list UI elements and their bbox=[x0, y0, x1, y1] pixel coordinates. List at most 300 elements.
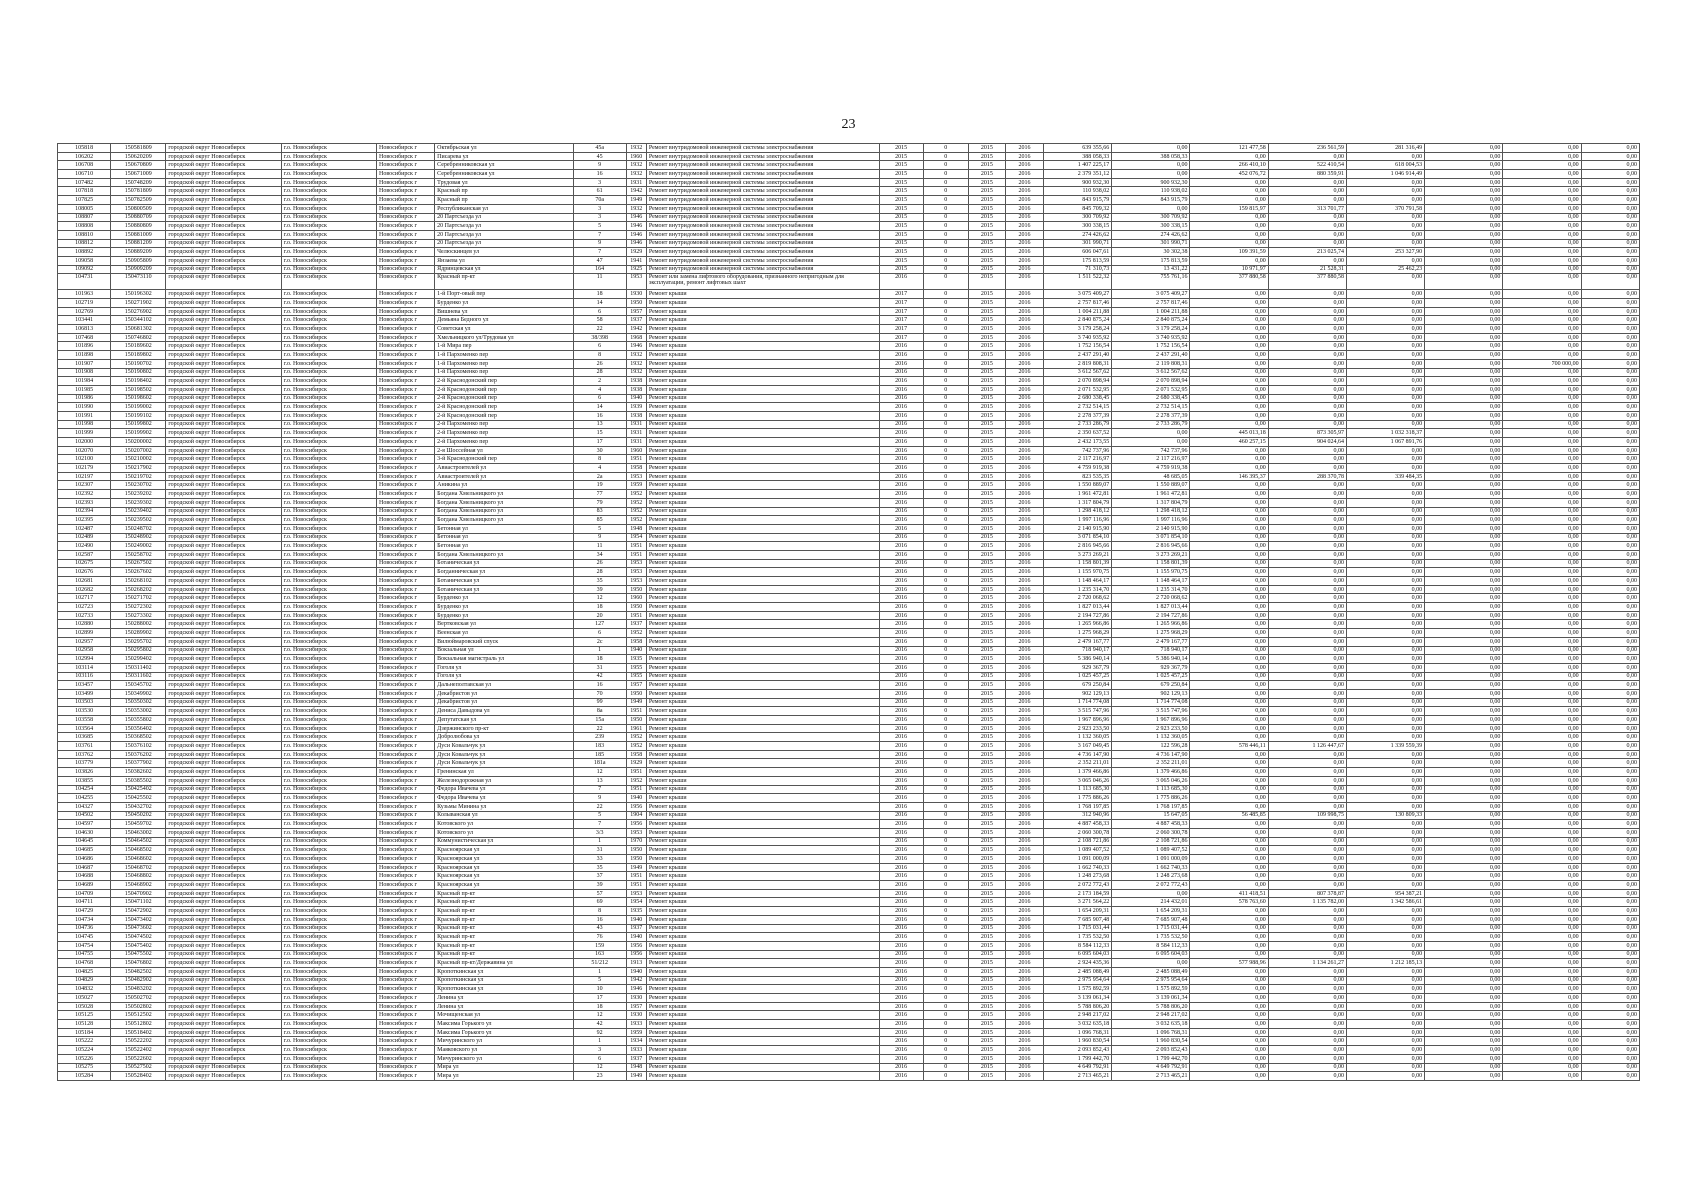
table-cell-work: Ремонт крыши bbox=[646, 420, 879, 429]
table-cell-deadline: 2016 bbox=[879, 985, 923, 994]
table-cell-year_built: 1932 bbox=[626, 359, 646, 368]
table-cell-c5: 0,00 bbox=[1425, 568, 1503, 577]
table-cell-year_built: 1950 bbox=[626, 846, 646, 855]
table-cell-settlement: г.о. Новосибирск bbox=[281, 663, 376, 672]
table-cell-deadline: 2016 bbox=[879, 594, 923, 603]
table-row bbox=[58, 411, 1640, 420]
table-cell-year_built: 1955 bbox=[626, 663, 646, 672]
table-cell-year_built: 1940 bbox=[626, 646, 646, 655]
table-cell-end: 2016 bbox=[1005, 1037, 1043, 1046]
table-cell-work: Ремонт крыши bbox=[646, 794, 879, 803]
table-cell-deadline: 2016 bbox=[879, 881, 923, 890]
table-cell-year_built: 1946 bbox=[626, 222, 646, 231]
table-cell-code: 150272302 bbox=[111, 603, 166, 612]
table-cell-total: 4 887 458,33 bbox=[1044, 820, 1112, 829]
table-cell-code: 150502802 bbox=[111, 1002, 166, 1011]
table-row bbox=[58, 516, 1640, 525]
table-cell-c7: 0,00 bbox=[1581, 889, 1639, 898]
table-cell-c1: 2 923 233,50 bbox=[1112, 724, 1190, 733]
table-cell-end: 2016 bbox=[1005, 950, 1043, 959]
table-cell-total: 1 654 209,31 bbox=[1044, 907, 1112, 916]
table-cell-c2: 0,00 bbox=[1190, 611, 1268, 620]
table-cell-house: 5 bbox=[573, 524, 626, 533]
table-cell-locality: Новосибирск г bbox=[376, 1046, 434, 1055]
table-cell-code: 150249002 bbox=[111, 542, 166, 551]
table-cell-id: 104685 bbox=[58, 846, 111, 855]
table-cell-c6: 0,00 bbox=[1503, 629, 1581, 638]
table-cell-c4: 0,00 bbox=[1346, 568, 1424, 577]
table-cell-total: 900 932,30 bbox=[1044, 178, 1112, 187]
table-cell-municipality: городской округ Новосибирск bbox=[166, 524, 281, 533]
table-cell-house: 239 bbox=[573, 733, 626, 742]
table-cell-c3: 0,00 bbox=[1268, 655, 1346, 664]
table-cell-f1: 0 bbox=[923, 603, 968, 612]
table-cell-locality: Новосибирск г bbox=[376, 411, 434, 420]
table-cell-start: 2015 bbox=[968, 1072, 1005, 1081]
table-cell-end: 2016 bbox=[1005, 359, 1043, 368]
table-cell-c2: 0,00 bbox=[1190, 1011, 1268, 1020]
table-cell-year_built: 1957 bbox=[626, 681, 646, 690]
table-cell-street: Мира ул bbox=[435, 1063, 573, 1072]
table-cell-year_built: 1956 bbox=[626, 950, 646, 959]
table-cell-year_built: 1953 bbox=[626, 577, 646, 586]
table-cell-f1: 0 bbox=[923, 420, 968, 429]
table-cell-id: 107825 bbox=[58, 196, 111, 205]
table-cell-f1: 0 bbox=[923, 542, 968, 551]
table-cell-code: 150368502 bbox=[111, 733, 166, 742]
table-cell-c2: 0,00 bbox=[1190, 1072, 1268, 1081]
table-cell-year_built: 1930 bbox=[626, 290, 646, 299]
table-cell-locality: Новосибирск г bbox=[376, 1028, 434, 1037]
table-cell-c6: 0,00 bbox=[1503, 577, 1581, 586]
table-cell-c5: 0,00 bbox=[1425, 498, 1503, 507]
table-cell-deadline: 2016 bbox=[879, 959, 923, 968]
table-cell-c4: 0,00 bbox=[1346, 342, 1424, 351]
table-cell-id: 104755 bbox=[58, 950, 111, 959]
table-cell-municipality: городской округ Новосибирск bbox=[166, 924, 281, 933]
table-cell-municipality: городской округ Новосибирск bbox=[166, 811, 281, 820]
table-cell-end: 2016 bbox=[1005, 481, 1043, 490]
table-cell-work: Ремонт крыши bbox=[646, 455, 879, 464]
table-cell-locality: Новосибирск г bbox=[376, 256, 434, 265]
table-cell-c2: 0,00 bbox=[1190, 256, 1268, 265]
table-cell-c4: 0,00 bbox=[1346, 230, 1424, 239]
table-cell-total: 2 840 875,24 bbox=[1044, 316, 1112, 325]
table-cell-end: 2016 bbox=[1005, 455, 1043, 464]
table-cell-settlement: г.о. Новосибирск bbox=[281, 377, 376, 386]
table-cell-c6: 0,00 bbox=[1503, 924, 1581, 933]
table-cell-total: 4 759 919,38 bbox=[1044, 464, 1112, 473]
table-cell-c7: 0,00 bbox=[1581, 498, 1639, 507]
table-cell-f1: 0 bbox=[923, 299, 968, 308]
table-cell-house: 43 bbox=[573, 924, 626, 933]
table-cell-c3: 0,00 bbox=[1268, 1011, 1346, 1020]
table-cell-c7: 0,00 bbox=[1581, 403, 1639, 412]
table-cell-c1: 1 089 407,52 bbox=[1112, 846, 1190, 855]
table-cell-locality: Новосибирск г bbox=[376, 915, 434, 924]
table-cell-f1: 0 bbox=[923, 863, 968, 872]
table-cell-start: 2015 bbox=[968, 1028, 1005, 1037]
table-cell-c5: 0,00 bbox=[1425, 689, 1503, 698]
table-cell-c2: 0,00 bbox=[1190, 481, 1268, 490]
table-cell-c7: 0,00 bbox=[1581, 472, 1639, 481]
table-cell-c3: 0,00 bbox=[1268, 907, 1346, 916]
table-cell-c4: 0,00 bbox=[1346, 820, 1424, 829]
table-cell-c5: 0,00 bbox=[1425, 559, 1503, 568]
table-cell-start: 2015 bbox=[968, 950, 1005, 959]
table-cell-id: 103685 bbox=[58, 733, 111, 742]
table-cell-total: 1 317 804,79 bbox=[1044, 498, 1112, 507]
table-cell-c7: 0,00 bbox=[1581, 144, 1639, 153]
table-cell-c6: 0,00 bbox=[1503, 907, 1581, 916]
table-cell-c1: 742 737,96 bbox=[1112, 446, 1190, 455]
table-cell-c5: 0,00 bbox=[1425, 411, 1503, 420]
table-cell-c4: 0,00 bbox=[1346, 507, 1424, 516]
table-cell-id: 101908 bbox=[58, 368, 111, 377]
table-cell-c5: 0,00 bbox=[1425, 768, 1503, 777]
table-cell-settlement: г.о. Новосибирск bbox=[281, 985, 376, 994]
table-cell-c4: 0,00 bbox=[1346, 359, 1424, 368]
table-cell-municipality: городской округ Новосибирск bbox=[166, 377, 281, 386]
table-cell-settlement: г.о. Новосибирск bbox=[281, 785, 376, 794]
table-cell-deadline: 2016 bbox=[879, 385, 923, 394]
table-cell-year_built: 1950 bbox=[626, 585, 646, 594]
table-cell-c4: 25 462,23 bbox=[1346, 265, 1424, 274]
table-cell-c2: 0,00 bbox=[1190, 794, 1268, 803]
table-cell-end: 2016 bbox=[1005, 559, 1043, 568]
table-cell-work: Ремонт крыши bbox=[646, 550, 879, 559]
table-cell-c4: 0,00 bbox=[1346, 446, 1424, 455]
table-cell-c4: 0,00 bbox=[1346, 768, 1424, 777]
table-cell-street: Вокзальная магистраль ул bbox=[435, 655, 573, 664]
table-cell-work: Ремонт крыши bbox=[646, 828, 879, 837]
table-cell-locality: Новосибирск г bbox=[376, 620, 434, 629]
table-cell-c3: 880 359,91 bbox=[1268, 170, 1346, 179]
table-cell-id: 102880 bbox=[58, 620, 111, 629]
table-cell-code: 150385502 bbox=[111, 776, 166, 785]
table-cell-deadline: 2015 bbox=[879, 144, 923, 153]
table-cell-locality: Новосибирск г bbox=[376, 455, 434, 464]
table-cell-start: 2015 bbox=[968, 144, 1005, 153]
table-cell-c5: 0,00 bbox=[1425, 307, 1503, 316]
table-cell-code: 150190702 bbox=[111, 359, 166, 368]
table-cell-code: 150200002 bbox=[111, 438, 166, 447]
table-cell-f1: 0 bbox=[923, 950, 968, 959]
table-cell-code: 150355802 bbox=[111, 716, 166, 725]
table-cell-c2: 0,00 bbox=[1190, 490, 1268, 499]
table-cell-c2: 577 988,96 bbox=[1190, 959, 1268, 968]
table-cell-settlement: г.о. Новосибирск bbox=[281, 550, 376, 559]
table-cell-f1: 0 bbox=[923, 144, 968, 153]
table-cell-year_built: 1946 bbox=[626, 342, 646, 351]
table-cell-f1: 0 bbox=[923, 455, 968, 464]
table-cell-end: 2016 bbox=[1005, 1054, 1043, 1063]
table-cell-street: Красный пр-кт bbox=[435, 933, 573, 942]
table-cell-id: 104688 bbox=[58, 872, 111, 881]
table-cell-settlement: г.о. Новосибирск bbox=[281, 351, 376, 360]
table-cell-municipality: городской округ Новосибирск bbox=[166, 507, 281, 516]
table-cell-total: 1 248 273,68 bbox=[1044, 872, 1112, 881]
table-cell-street: Вертковская ул bbox=[435, 620, 573, 629]
table-cell-deadline: 2016 bbox=[879, 811, 923, 820]
table-cell-municipality: городской округ Новосибирск bbox=[166, 472, 281, 481]
table-cell-c5: 0,00 bbox=[1425, 994, 1503, 1003]
table-row bbox=[58, 629, 1640, 638]
table-cell-c1: 3 075 409,27 bbox=[1112, 290, 1190, 299]
table-cell-work: Ремонт крыши bbox=[646, 646, 879, 655]
table-cell-house: 38/398 bbox=[573, 333, 626, 342]
table-cell-year_built: 1931 bbox=[626, 178, 646, 187]
table-cell-settlement: г.о. Новосибирск bbox=[281, 170, 376, 179]
table-cell-municipality: городской округ Новосибирск bbox=[166, 152, 281, 161]
table-cell-c5: 0,00 bbox=[1425, 204, 1503, 213]
table-cell-c7: 0,00 bbox=[1581, 256, 1639, 265]
table-cell-start: 2015 bbox=[968, 213, 1005, 222]
table-cell-deadline: 2016 bbox=[879, 533, 923, 542]
table-cell-year_built: 1954 bbox=[626, 533, 646, 542]
table-cell-locality: Новосибирск г bbox=[376, 967, 434, 976]
table-cell-f1: 0 bbox=[923, 290, 968, 299]
table-row bbox=[58, 716, 1640, 725]
table-cell-end: 2016 bbox=[1005, 1046, 1043, 1055]
table-row bbox=[58, 785, 1640, 794]
table-row bbox=[58, 924, 1640, 933]
table-cell-c4: 0,00 bbox=[1346, 881, 1424, 890]
table-cell-c1: 3 179 258,24 bbox=[1112, 325, 1190, 334]
table-cell-work: Ремонт крыши bbox=[646, 524, 879, 533]
table-cell-c6: 0,00 bbox=[1503, 976, 1581, 985]
table-cell-deadline: 2016 bbox=[879, 785, 923, 794]
table-cell-c7: 0,00 bbox=[1581, 881, 1639, 890]
table-cell-end: 2016 bbox=[1005, 855, 1043, 864]
table-cell-total: 1 132 360,05 bbox=[1044, 733, 1112, 742]
table-cell-id: 105028 bbox=[58, 1002, 111, 1011]
table-cell-id: 107482 bbox=[58, 178, 111, 187]
table-row bbox=[58, 585, 1640, 594]
table-cell-c6: 0,00 bbox=[1503, 438, 1581, 447]
table-cell-c2: 0,00 bbox=[1190, 967, 1268, 976]
table-cell-work: Ремонт крыши bbox=[646, 820, 879, 829]
table-cell-locality: Новосибирск г bbox=[376, 178, 434, 187]
table-cell-locality: Новосибирск г bbox=[376, 325, 434, 334]
table-row bbox=[58, 881, 1640, 890]
table-cell-c3: 0,00 bbox=[1268, 394, 1346, 403]
table-cell-id: 103762 bbox=[58, 750, 111, 759]
table-cell-house: 10 bbox=[573, 985, 626, 994]
table-cell-c6: 0,00 bbox=[1503, 411, 1581, 420]
table-row bbox=[58, 524, 1640, 533]
table-cell-settlement: г.о. Новосибирск bbox=[281, 239, 376, 248]
table-cell-c7: 0,00 bbox=[1581, 1028, 1639, 1037]
table-row bbox=[58, 152, 1640, 161]
table-cell-f1: 0 bbox=[923, 490, 968, 499]
table-row bbox=[58, 507, 1640, 516]
table-row bbox=[58, 759, 1640, 768]
table-cell-c5: 0,00 bbox=[1425, 429, 1503, 438]
table-cell-house: 34 bbox=[573, 550, 626, 559]
table-cell-start: 2015 bbox=[968, 230, 1005, 239]
table-cell-municipality: городской округ Новосибирск bbox=[166, 290, 281, 299]
table-cell-start: 2015 bbox=[968, 881, 1005, 890]
table-cell-code: 150468702 bbox=[111, 863, 166, 872]
table-cell-start: 2015 bbox=[968, 204, 1005, 213]
table-cell-c2: 0,00 bbox=[1190, 152, 1268, 161]
table-cell-c7: 0,00 bbox=[1581, 855, 1639, 864]
table-cell-house: 28 bbox=[573, 568, 626, 577]
table-cell-c5: 0,00 bbox=[1425, 637, 1503, 646]
table-cell-street: Бурденко ул bbox=[435, 594, 573, 603]
table-cell-c7: 0,00 bbox=[1581, 933, 1639, 942]
table-cell-id: 104687 bbox=[58, 863, 111, 872]
table-cell-year_built: 1952 bbox=[626, 629, 646, 638]
table-cell-c6: 0,00 bbox=[1503, 941, 1581, 950]
table-cell-id: 105224 bbox=[58, 1046, 111, 1055]
table-cell-c4: 0,00 bbox=[1346, 385, 1424, 394]
table-cell-start: 2015 bbox=[968, 325, 1005, 334]
table-cell-c1: 679 250,84 bbox=[1112, 681, 1190, 690]
table-cell-locality: Новосибирск г bbox=[376, 507, 434, 516]
table-cell-f1: 0 bbox=[923, 794, 968, 803]
table-cell-c5: 0,00 bbox=[1425, 342, 1503, 351]
table-cell-f1: 0 bbox=[923, 785, 968, 794]
table-cell-locality: Новосибирск г bbox=[376, 170, 434, 179]
table-cell-year_built: 1952 bbox=[626, 490, 646, 499]
table-cell-id: 102394 bbox=[58, 507, 111, 516]
table-cell-id: 105226 bbox=[58, 1054, 111, 1063]
table-cell-start: 2015 bbox=[968, 394, 1005, 403]
table-cell-deadline: 2016 bbox=[879, 828, 923, 837]
table-cell-c7: 0,00 bbox=[1581, 490, 1639, 499]
table-cell-start: 2015 bbox=[968, 837, 1005, 846]
table-cell-f1: 0 bbox=[923, 394, 968, 403]
table-cell-end: 2016 bbox=[1005, 872, 1043, 881]
table-cell-c6: 0,00 bbox=[1503, 794, 1581, 803]
table-cell-c4: 618 004,53 bbox=[1346, 161, 1424, 170]
table-cell-f1: 0 bbox=[923, 655, 968, 664]
table-cell-year_built: 1930 bbox=[626, 1011, 646, 1020]
table-cell-code: 150345702 bbox=[111, 681, 166, 690]
table-cell-c2: 0,00 bbox=[1190, 759, 1268, 768]
table-cell-c4: 0,00 bbox=[1346, 750, 1424, 759]
table-cell-c2: 0,00 bbox=[1190, 915, 1268, 924]
table-cell-id: 103530 bbox=[58, 707, 111, 716]
table-cell-deadline: 2016 bbox=[879, 994, 923, 1003]
table-cell-street: 2-й Краснодонский пер bbox=[435, 411, 573, 420]
table-cell-year_built: 1952 bbox=[626, 776, 646, 785]
table-cell-end: 2016 bbox=[1005, 394, 1043, 403]
table-cell-c4: 0,00 bbox=[1346, 1011, 1424, 1020]
table-cell-house: 42 bbox=[573, 1020, 626, 1029]
table-cell-municipality: городской округ Новосибирск bbox=[166, 359, 281, 368]
table-cell-c5: 0,00 bbox=[1425, 828, 1503, 837]
table-cell-c3: 0,00 bbox=[1268, 403, 1346, 412]
table-cell-c1: 4 887 458,33 bbox=[1112, 820, 1190, 829]
table-cell-c3: 0,00 bbox=[1268, 611, 1346, 620]
table-cell-code: 150502702 bbox=[111, 994, 166, 1003]
table-cell-f1: 0 bbox=[923, 438, 968, 447]
table-cell-c1: 2 070 898,94 bbox=[1112, 377, 1190, 386]
table-cell-total: 1 768 197,85 bbox=[1044, 802, 1112, 811]
table-cell-municipality: городской округ Новосибирск bbox=[166, 716, 281, 725]
table-cell-municipality: городской округ Новосибирск bbox=[166, 481, 281, 490]
table-cell-end: 2016 bbox=[1005, 1011, 1043, 1020]
table-cell-house: 39 bbox=[573, 881, 626, 890]
table-cell-work: Ремонт крыши bbox=[646, 629, 879, 638]
table-cell-year_built: 1952 bbox=[626, 498, 646, 507]
table-cell-street: Ленина ул bbox=[435, 1002, 573, 1011]
table-cell-c6: 0,00 bbox=[1503, 846, 1581, 855]
table-cell-c1: 1 248 273,68 bbox=[1112, 872, 1190, 881]
table-cell-start: 2015 bbox=[968, 559, 1005, 568]
table-cell-locality: Новосибирск г bbox=[376, 768, 434, 777]
table-cell-c1: 1 960 830,54 bbox=[1112, 1037, 1190, 1046]
table-cell-c4: 0,00 bbox=[1346, 481, 1424, 490]
table-cell-f1: 0 bbox=[923, 898, 968, 907]
table-cell-locality: Новосибирск г bbox=[376, 420, 434, 429]
table-cell-c7: 0,00 bbox=[1581, 802, 1639, 811]
table-cell-municipality: городской округ Новосибирск bbox=[166, 239, 281, 248]
table-row bbox=[58, 377, 1640, 386]
table-cell-code: 150189802 bbox=[111, 351, 166, 360]
table-cell-house: 14 bbox=[573, 403, 626, 412]
table-cell-c3: 0,00 bbox=[1268, 820, 1346, 829]
table-cell-street: Кропоткинская ул bbox=[435, 976, 573, 985]
table-cell-f1: 0 bbox=[923, 507, 968, 516]
table-cell-c6: 0,00 bbox=[1503, 863, 1581, 872]
table-cell-c4: 0,00 bbox=[1346, 559, 1424, 568]
table-cell-code: 150217902 bbox=[111, 464, 166, 473]
table-cell-house: 3/3 bbox=[573, 828, 626, 837]
table-cell-c3: 522 410,54 bbox=[1268, 161, 1346, 170]
table-cell-id: 108807 bbox=[58, 213, 111, 222]
table-cell-c5: 0,00 bbox=[1425, 1028, 1503, 1037]
table-cell-year_built: 1941 bbox=[626, 256, 646, 265]
table-cell-street: Красный пр-кт bbox=[435, 898, 573, 907]
table-cell-c7: 0,00 bbox=[1581, 742, 1639, 751]
table-cell-c6: 0,00 bbox=[1503, 342, 1581, 351]
table-cell-total: 300 709,92 bbox=[1044, 213, 1112, 222]
table-cell-c7: 0,00 bbox=[1581, 646, 1639, 655]
table-cell-total: 3 075 409,27 bbox=[1044, 290, 1112, 299]
table-cell-code: 150748209 bbox=[111, 178, 166, 187]
table-cell-locality: Новосибирск г bbox=[376, 490, 434, 499]
table-cell-c6: 0,00 bbox=[1503, 446, 1581, 455]
table-cell-locality: Новосибирск г bbox=[376, 333, 434, 342]
table-cell-municipality: городской округ Новосибирск bbox=[166, 559, 281, 568]
table-cell-f1: 0 bbox=[923, 724, 968, 733]
table-cell-locality: Новосибирск г bbox=[376, 933, 434, 942]
table-cell-end: 2016 bbox=[1005, 994, 1043, 1003]
table-cell-c2: 0,00 bbox=[1190, 213, 1268, 222]
table-cell-c4: 0,00 bbox=[1346, 1037, 1424, 1046]
table-cell-start: 2015 bbox=[968, 637, 1005, 646]
table-cell-work: Ремонт крыши bbox=[646, 889, 879, 898]
table-cell-id: 103761 bbox=[58, 742, 111, 751]
table-cell-c3: 0,00 bbox=[1268, 950, 1346, 959]
table-cell-c1: 388 058,33 bbox=[1112, 152, 1190, 161]
table-cell-year_built: 1942 bbox=[626, 976, 646, 985]
table-cell-id: 109092 bbox=[58, 265, 111, 274]
table-cell-c4: 370 791,58 bbox=[1346, 204, 1424, 213]
table-cell-f1: 0 bbox=[923, 620, 968, 629]
table-cell-code: 150248702 bbox=[111, 524, 166, 533]
table-cell-c4: 0,00 bbox=[1346, 689, 1424, 698]
table-cell-code: 150670809 bbox=[111, 161, 166, 170]
table-cell-f1: 0 bbox=[923, 594, 968, 603]
table-cell-locality: Новосибирск г bbox=[376, 985, 434, 994]
table-cell-locality: Новосибирск г bbox=[376, 837, 434, 846]
table-cell-c5: 0,00 bbox=[1425, 265, 1503, 274]
